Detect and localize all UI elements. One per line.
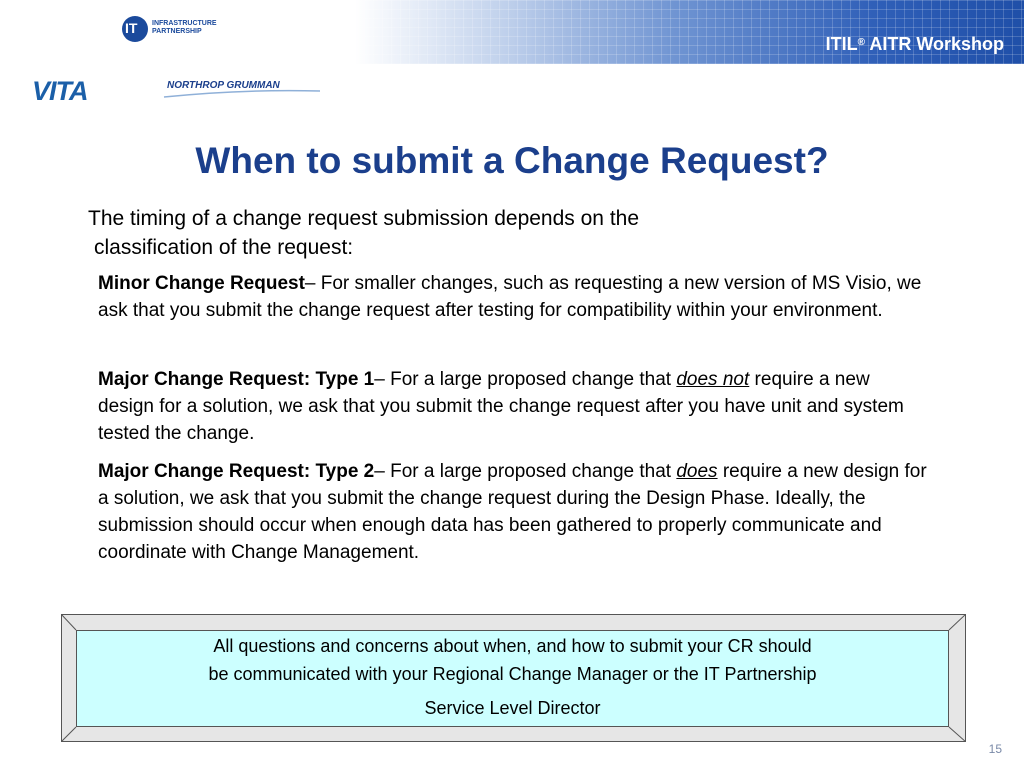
page-title: When to submit a Change Request? <box>195 140 829 181</box>
major-type1-item: Major Change Request: Type 1– For a large proposed change that does not require a new design for a solution, we ask that you submit the change request after you have unit and system tested the change. <box>98 369 904 444</box>
workshop-title: ITIL® AITR Workshop <box>825 34 1004 54</box>
it-partnership-logo: IT INFRASTRUCTURE PARTNERSHIP <box>122 16 232 52</box>
header-banner <box>355 0 1024 64</box>
item-label: Major Change Request: Type 1 <box>98 369 375 390</box>
item-label: Minor Change Request <box>98 273 305 294</box>
intro-paragraph: The timing of a change request submission depends on the classification of the request: <box>88 207 640 259</box>
northrop-swoosh-icon <box>162 87 322 101</box>
northrop-grumman-logo: NORTHROP GRUMMAN <box>167 80 280 91</box>
minor-change-item: Minor Change Request– For smaller changes, such as requesting a new version of MS Visio, we ask that you submit the change request after testing for compatibility within your environment. <box>98 273 922 321</box>
vita-logo: VITA <box>32 76 88 106</box>
page-number: 15 <box>988 742 1002 756</box>
major-type2-item: Major Change Request: Type 2– For a large proposed change that does require a new design for a solution, we ask that you submit the change request during the Design Phase. Ideally, the submission should occur when enough data has been gathered to properly communicate and coordinate with Change Management. <box>98 461 927 563</box>
notice-box: All questions and concerns about when, and how to submit your CR should be communicated with your Regional Change Manager or the IT Partnership Service Level Director <box>76 630 949 727</box>
item-label: Major Change Request: Type 2 <box>98 461 375 482</box>
emphasis-text: does not <box>676 369 750 390</box>
emphasis-text: does <box>676 461 718 482</box>
